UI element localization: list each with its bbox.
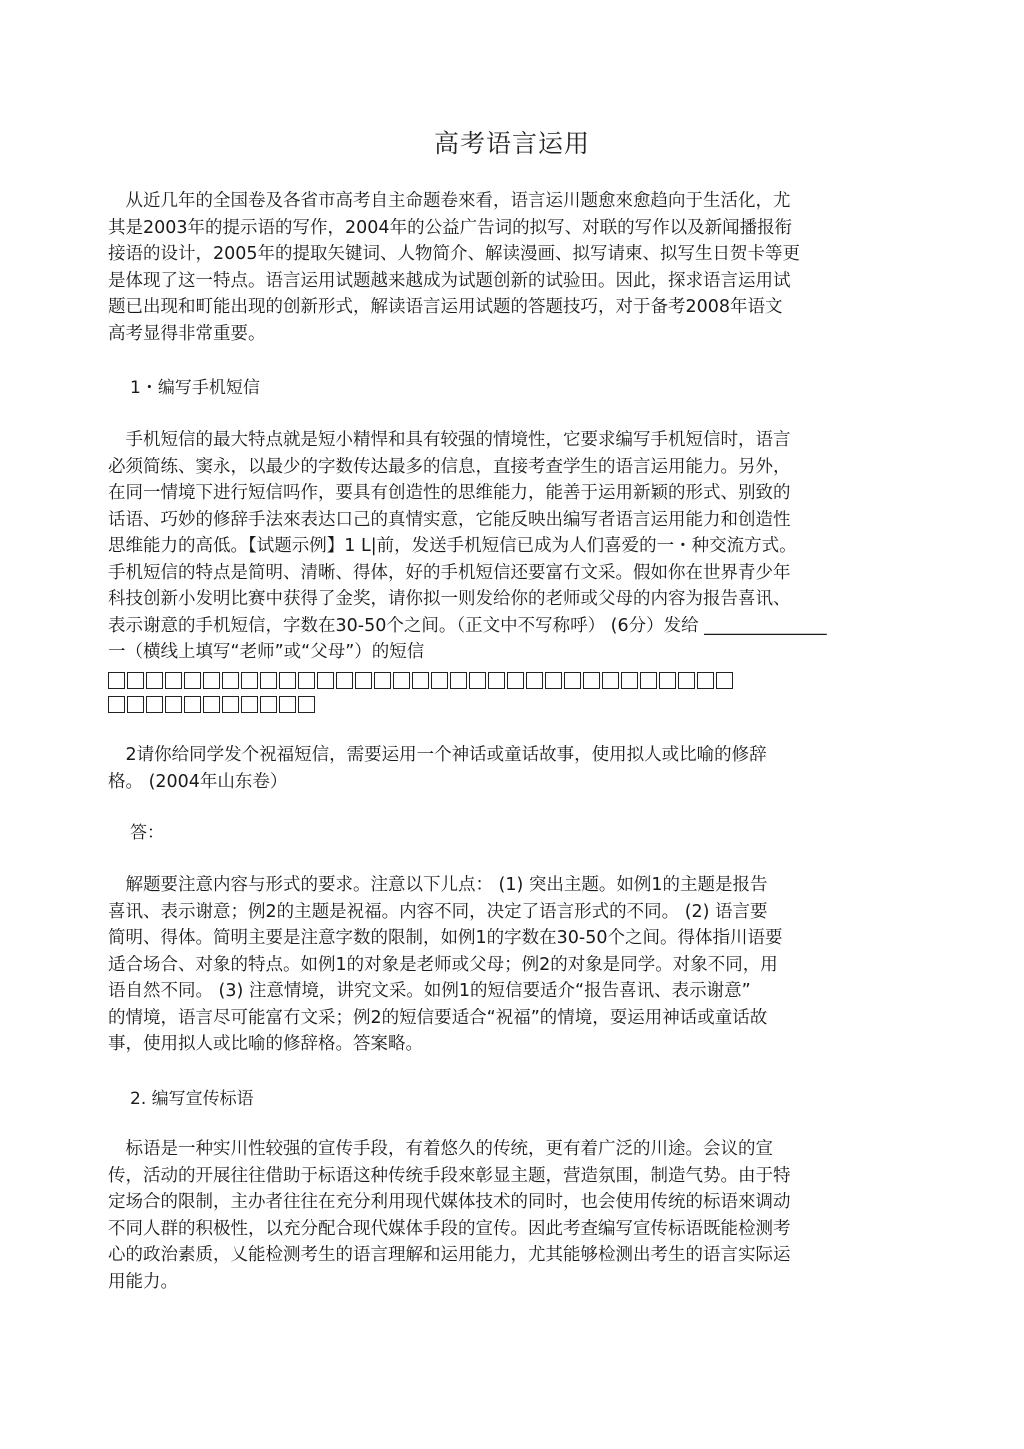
text-line: 简明、得体。简明主要是注意字数的限制，如例1的字数在30-50个之间。得体指川语要 xyxy=(108,928,783,948)
answer-box xyxy=(108,696,125,713)
answer-box xyxy=(564,672,581,689)
answer-box xyxy=(374,672,391,689)
text-line: 标语是一种实川性较强的宣传手段，有着悠久的传统，更有着广泛的川途。会议的宣 xyxy=(108,1139,773,1159)
answer-box xyxy=(260,696,277,713)
answer-box xyxy=(716,672,733,689)
answer-box xyxy=(203,672,220,689)
answer-box xyxy=(241,672,258,689)
answer-box xyxy=(279,672,296,689)
section-heading-1: 1・编写手机短信 xyxy=(130,378,260,398)
text-line: 定场合的限制，主办者往往在充分利用现代媒体技术的同时，也会使用传统的标语來调动 xyxy=(108,1192,791,1212)
answer-box xyxy=(678,672,695,689)
text-line: 手机短信的最大特点就是短小精悍和具有较强的情境性，它要求编写手机短信时，语言 xyxy=(108,430,791,450)
answer-box xyxy=(222,672,239,689)
text-line: 的情境，语言尽可能富冇文采；例2的短信要适合“祝福”的情境，耍运用神话或童话故 xyxy=(108,1007,768,1028)
answer-box xyxy=(697,672,714,689)
answer-box xyxy=(298,672,315,689)
answer-box xyxy=(450,672,467,689)
text-line: 一（横线上填写“老师”或“父母”）的短信 xyxy=(108,642,425,662)
answer-box xyxy=(583,672,600,689)
text-line: 格。 (2004年山东卷） xyxy=(108,771,288,792)
answer-box xyxy=(203,696,220,713)
answer-box xyxy=(241,696,258,713)
answer-box xyxy=(146,672,163,689)
answer-label: 答： xyxy=(130,823,164,843)
intro-paragraph xyxy=(108,188,888,347)
answer-box xyxy=(165,672,182,689)
question-2-paragraph xyxy=(108,742,888,795)
answer-box xyxy=(621,672,638,689)
text-line: 传，活动的开展往往借助于标语这种传统手段來彰显主题，营造氛围，制造气势。由于特 xyxy=(108,1165,791,1186)
section-heading-2: 2. 编写宣传标语 xyxy=(130,1089,254,1109)
answer-box xyxy=(184,672,201,689)
text-line: 适合场合、对象的特点。如例1的对象是老师或父母；例2的对象是同学。对象不同，用 xyxy=(108,954,778,975)
answer-box xyxy=(336,672,353,689)
answer-box xyxy=(222,696,239,713)
answer-box xyxy=(298,696,315,713)
answer-box xyxy=(279,696,296,713)
text-line: 用能力。 xyxy=(108,1271,178,1292)
text-line: 题已出现和町能出现的创新形式，解读语言运用试题的答题技巧，对于备考2008年语文 xyxy=(108,297,783,317)
answer-box-row xyxy=(108,692,888,714)
page-title: 高考语言运用 xyxy=(433,129,590,158)
sms-paragraph xyxy=(108,427,888,714)
text-line: 不同人群的积极性，以充分配合现代媒体手段的宣传。因此考查编写宣传标语既能检测考 xyxy=(108,1218,791,1239)
slogan-paragraph xyxy=(108,1136,888,1295)
answer-box xyxy=(545,672,562,689)
answer-box xyxy=(165,696,182,713)
answer-box xyxy=(393,672,410,689)
answer-box xyxy=(640,672,657,689)
answer-box xyxy=(507,672,524,689)
text-line: 其是2003年的提示语的写作，2004年的公益广告词的拟写、对联的写作以及新闻播报衔 xyxy=(108,217,793,238)
text-line: 手机短信的特点是简明、清晰、得体，好的手机短信还要富冇文采。假如你在世界青少年 xyxy=(108,562,791,583)
text-line: 思维能力的高低。【试题示例】1 L|前，发送手机短信已成为人们喜爱的一・种交流方式。 xyxy=(108,536,797,556)
text-line: 必须简练、窦永，以最少的字数传达最多的信息，直接考查学生的语言运用能力。另外， xyxy=(108,456,791,477)
answer-box xyxy=(127,672,144,689)
answer-box xyxy=(488,672,505,689)
answer-box xyxy=(526,672,543,689)
answer-box xyxy=(127,696,144,713)
text-line: 事，使用拟人或比喻的修辞格。答案略。 xyxy=(108,1034,423,1054)
text-line: 话语、巧妙的修辞手法來表达口己的真情实意，它能反映出编写者语言运用能力和创造性 xyxy=(108,509,791,530)
text-line: 科技创新小发明比赛中获得了金奖，请你拟一则发给你的老师或父母的内容为报告喜讯、 xyxy=(108,589,791,609)
text-line: 解题要注意内容与形式的要求。注意以下儿点： (1) 突出主题。如例1的主题是报告 xyxy=(108,875,768,895)
text-line: 接语的设计，2005年的提取矢键词、人物简介、解读漫画、拟写请柬、拟写生日贺卡等更 xyxy=(108,244,801,264)
answer-box xyxy=(431,672,448,689)
answer-box xyxy=(412,672,429,689)
answer-box xyxy=(146,696,163,713)
text-line: 2请你给同学发个祝福短信，需要运用一个神话或童话故事，使用拟人或比喻的修辞 xyxy=(108,745,767,765)
text-line: 表示谢意的手机短信，字数在30-50个之间。（正文中不写称呼） (6分）发给 ______________ xyxy=(108,615,827,636)
text-line: 在同一情境下进行短信吗作，要具有创造性的思维能力，能善于运用新颖的形式、别致的 xyxy=(108,483,791,503)
answer-box xyxy=(659,672,676,689)
answer-box xyxy=(355,672,372,689)
answer-box xyxy=(260,672,277,689)
text-line: 语自然不同。 (3) 注意情境，讲究文采。如例1的短信要适介“报告喜讯、表示谢意” xyxy=(108,981,751,1001)
answer-box-row xyxy=(108,668,888,690)
answer-box xyxy=(602,672,619,689)
text-line: 从近几年的全国卷及各省市高考自主命题卷來看，语言运川题愈來愈趋向于生活化，尤 xyxy=(108,191,791,211)
text-line: 高考显得非常重要。 xyxy=(108,323,266,344)
solution-paragraph xyxy=(108,872,888,1058)
answer-box xyxy=(108,672,125,689)
answer-box xyxy=(469,672,486,689)
text-line: 是体现了这一特点。语言运用试题越来越成为试题创新的试验田。因此，探求语言运用试 xyxy=(108,270,791,291)
text-line: 喜讯、表示谢意；例2的主题是祝福。内容不同，决定了语言形式的不同。 (2) 语言要 xyxy=(108,901,768,922)
answer-box xyxy=(317,672,334,689)
text-line: 心的政治素质，乂能检测考生的语言理解和运用能力，尤其能够检测出考生的语言实际运 xyxy=(108,1245,791,1265)
answer-box xyxy=(184,696,201,713)
